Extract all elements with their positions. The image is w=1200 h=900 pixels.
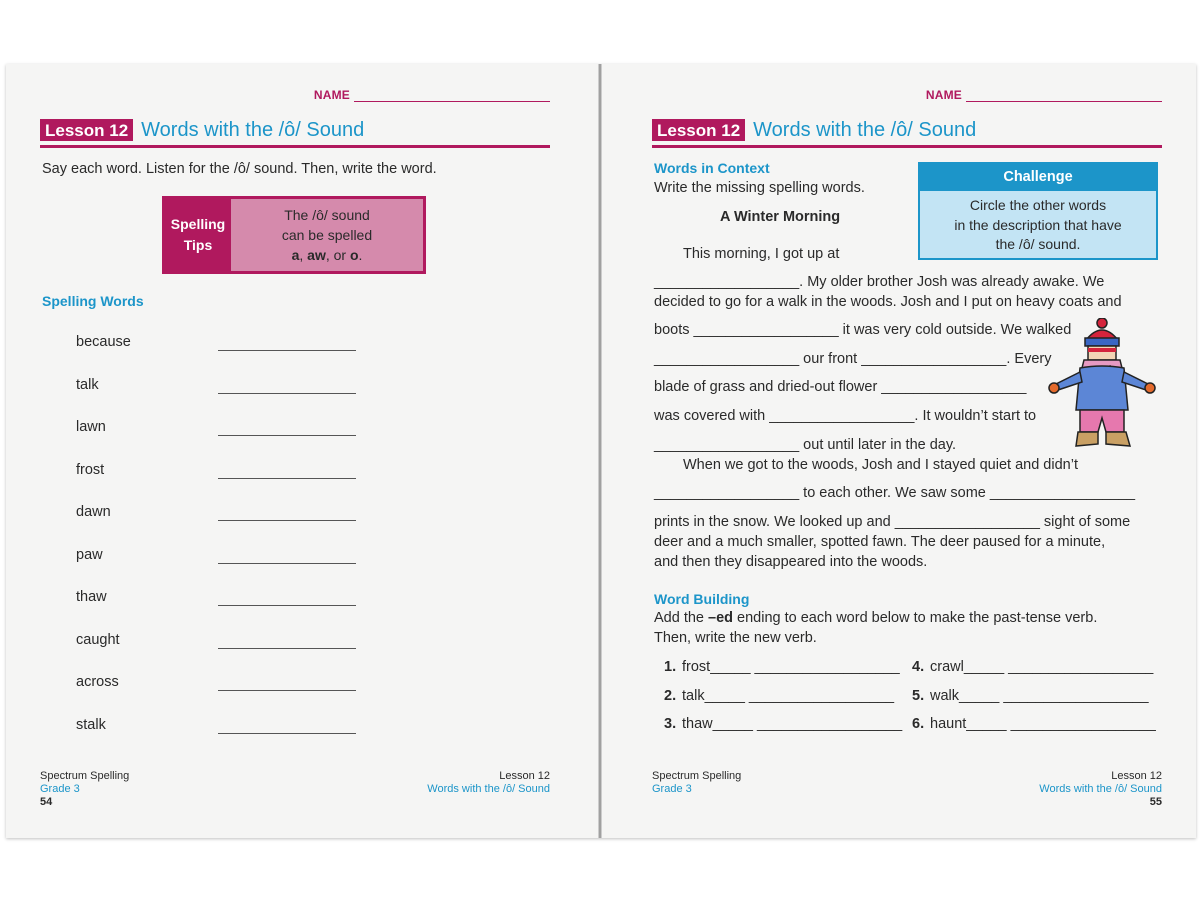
- write-line: [218, 648, 356, 649]
- word-building-item: [664, 716, 902, 732]
- word-text: frost: [76, 461, 105, 478]
- challenge-line-1: Circle the other words: [969, 197, 1107, 213]
- word-row: [76, 419, 366, 439]
- item-number: 4.: [912, 659, 925, 675]
- story-line: boots __________________ it was very cold outside. We walked: [654, 322, 1072, 338]
- challenge-body: [920, 191, 1156, 255]
- story-line: This morning, I got up at: [683, 246, 840, 262]
- lesson-header: [40, 118, 550, 148]
- page-number: 55: [1149, 796, 1162, 808]
- instructions: Say each word. Listen for the /ô/ sound. Then, write the word.: [42, 161, 437, 177]
- item-text: haunt_____ __________________: [930, 716, 1156, 732]
- wb-instr-post: ending to each word below to make the past-tense verb.: [733, 610, 1098, 626]
- word-text: stalk: [76, 716, 106, 733]
- word-building-heading: Word Building: [654, 591, 750, 607]
- footer-grade: Grade 3: [652, 783, 692, 795]
- footer-left: [652, 770, 741, 796]
- story-line: __________________. My older brother Josh was already awake. We: [654, 274, 1105, 290]
- name-field: [926, 88, 1162, 102]
- item-text: crawl_____ __________________: [930, 659, 1154, 675]
- word-text: across: [76, 674, 119, 690]
- footer-topic: Words with the /ô/ Sound: [1039, 783, 1162, 795]
- story-line: __________________ to each other. We saw some __________________: [654, 485, 1136, 501]
- word-text: dawn: [76, 504, 111, 520]
- spelling-tips-label: [165, 199, 231, 271]
- word-row: [76, 504, 366, 524]
- tip-sep-2: , or: [325, 247, 350, 263]
- words-in-context-heading: Words in Context: [654, 160, 770, 176]
- tip-spelling-aw: aw: [307, 247, 326, 263]
- write-line: [218, 350, 356, 351]
- story-title: A Winter Morning: [720, 209, 841, 225]
- write-line: [218, 605, 356, 606]
- left-page: [40, 64, 550, 838]
- challenge-title: Challenge: [920, 164, 1156, 191]
- name-field: [314, 88, 550, 102]
- word-row: [76, 462, 366, 482]
- lesson-title: Words with the /ô/ Sound: [753, 119, 977, 141]
- story-line: prints in the snow. We looked up and __________________ sight of some: [654, 514, 1131, 530]
- write-line: [218, 393, 356, 394]
- name-line: [966, 92, 1162, 102]
- word-text: thaw: [76, 589, 107, 605]
- word-text: because: [76, 334, 131, 350]
- word-building-item: [664, 659, 900, 675]
- spelling-tips-body: [231, 199, 423, 271]
- footer-book-title: Spectrum Spelling: [40, 770, 130, 782]
- spelling-tips-label-line2: Tips: [183, 237, 213, 253]
- word-row: [76, 377, 366, 397]
- word-building-instructions: [654, 610, 1097, 626]
- word-building-item: [664, 688, 894, 704]
- footer-left: [40, 770, 129, 809]
- write-line: [218, 435, 356, 436]
- footer-lesson: Lesson 12: [1111, 770, 1162, 782]
- tip-spelling-a: a: [291, 247, 300, 263]
- footer-lesson: Lesson 12: [499, 770, 550, 782]
- child-in-winter-clothes-illustration: [1046, 318, 1158, 452]
- word-building-item: [912, 659, 1153, 675]
- item-number: 6.: [912, 716, 925, 732]
- name-label: NAME: [925, 88, 962, 102]
- spelling-tips-box: [162, 196, 426, 274]
- item-number: 3.: [664, 716, 677, 732]
- tip-end: .: [358, 247, 363, 263]
- item-text: walk_____ __________________: [930, 688, 1149, 704]
- item-text: frost_____ __________________: [682, 659, 900, 675]
- book-spread: [6, 64, 1196, 838]
- story-line: decided to go for a walk in the woods. Josh and I put on heavy coats and: [654, 294, 1122, 310]
- write-line: [218, 690, 356, 691]
- item-number: 1.: [664, 659, 677, 675]
- word-building-item: [912, 716, 1156, 732]
- name-label: NAME: [313, 88, 350, 102]
- item-number: 2.: [664, 688, 677, 704]
- word-row: [76, 632, 366, 652]
- footer-right: [1039, 770, 1162, 809]
- wb-instr-ending: –ed: [708, 610, 734, 626]
- lesson-badge: Lesson 12: [40, 119, 133, 141]
- tip-spelling-o: o: [349, 247, 359, 263]
- word-text: lawn: [76, 419, 106, 435]
- spelling-tips-label-line1: Spelling: [170, 216, 226, 232]
- word-building-item: [912, 688, 1149, 704]
- lesson-title: Words with the /ô/ Sound: [141, 119, 365, 141]
- story-line: deer and a much smaller, spotted fawn. The deer paused for a minute,: [654, 534, 1106, 550]
- item-text: talk_____ __________________: [682, 688, 895, 704]
- write-line: [218, 478, 356, 479]
- tips-line-3: [231, 245, 423, 265]
- story-line: and then they disappeared into the woods.: [654, 554, 928, 570]
- challenge-line-3: the /ô/ sound.: [995, 236, 1081, 252]
- tips-line-2: can be spelled: [281, 227, 373, 243]
- story-line: When we got to the woods, Josh and I stayed quiet and didn’t: [683, 457, 1078, 473]
- footer-right: [427, 770, 550, 796]
- write-line: [218, 520, 356, 521]
- book-gutter: [598, 64, 602, 838]
- challenge-box: [918, 162, 1158, 260]
- item-number: 5.: [912, 688, 925, 704]
- right-page: [652, 64, 1162, 838]
- tips-line-1: The /ô/ sound: [284, 207, 370, 223]
- story-line: blade of grass and dried-out flower __________________: [654, 379, 1027, 395]
- story-line: was covered with __________________. It wouldn’t start to: [654, 408, 1037, 424]
- page-number: 54: [40, 796, 53, 808]
- word-row: [76, 547, 366, 567]
- footer-topic: Words with the /ô/ Sound: [427, 783, 550, 795]
- word-text: talk: [76, 376, 99, 393]
- word-text: caught: [76, 631, 120, 648]
- wb-instr-pre: Add the: [654, 610, 709, 626]
- lesson-badge: Lesson 12: [652, 119, 745, 141]
- item-text: thaw_____ __________________: [682, 716, 903, 732]
- word-row: [76, 717, 366, 737]
- write-line: [218, 733, 356, 734]
- tip-sep-1: ,: [299, 247, 308, 263]
- footer-grade: Grade 3: [40, 783, 80, 795]
- word-row: [76, 334, 366, 354]
- story-line: __________________ our front __________________. Every: [654, 351, 1052, 367]
- word-row: [76, 674, 366, 694]
- spelling-words-heading: Spelling Words: [42, 293, 144, 309]
- context-instructions: Write the missing spelling words.: [654, 180, 865, 196]
- word-building-instructions-2: Then, write the new verb.: [654, 630, 817, 646]
- name-line: [354, 92, 550, 102]
- story-line: __________________ out until later in the day.: [654, 437, 957, 453]
- challenge-line-2: in the description that have: [954, 216, 1122, 233]
- word-row: [76, 589, 366, 609]
- write-line: [218, 563, 356, 564]
- lesson-header: [652, 118, 1162, 148]
- footer-book-title: Spectrum Spelling: [652, 770, 742, 782]
- word-text: paw: [76, 546, 103, 563]
